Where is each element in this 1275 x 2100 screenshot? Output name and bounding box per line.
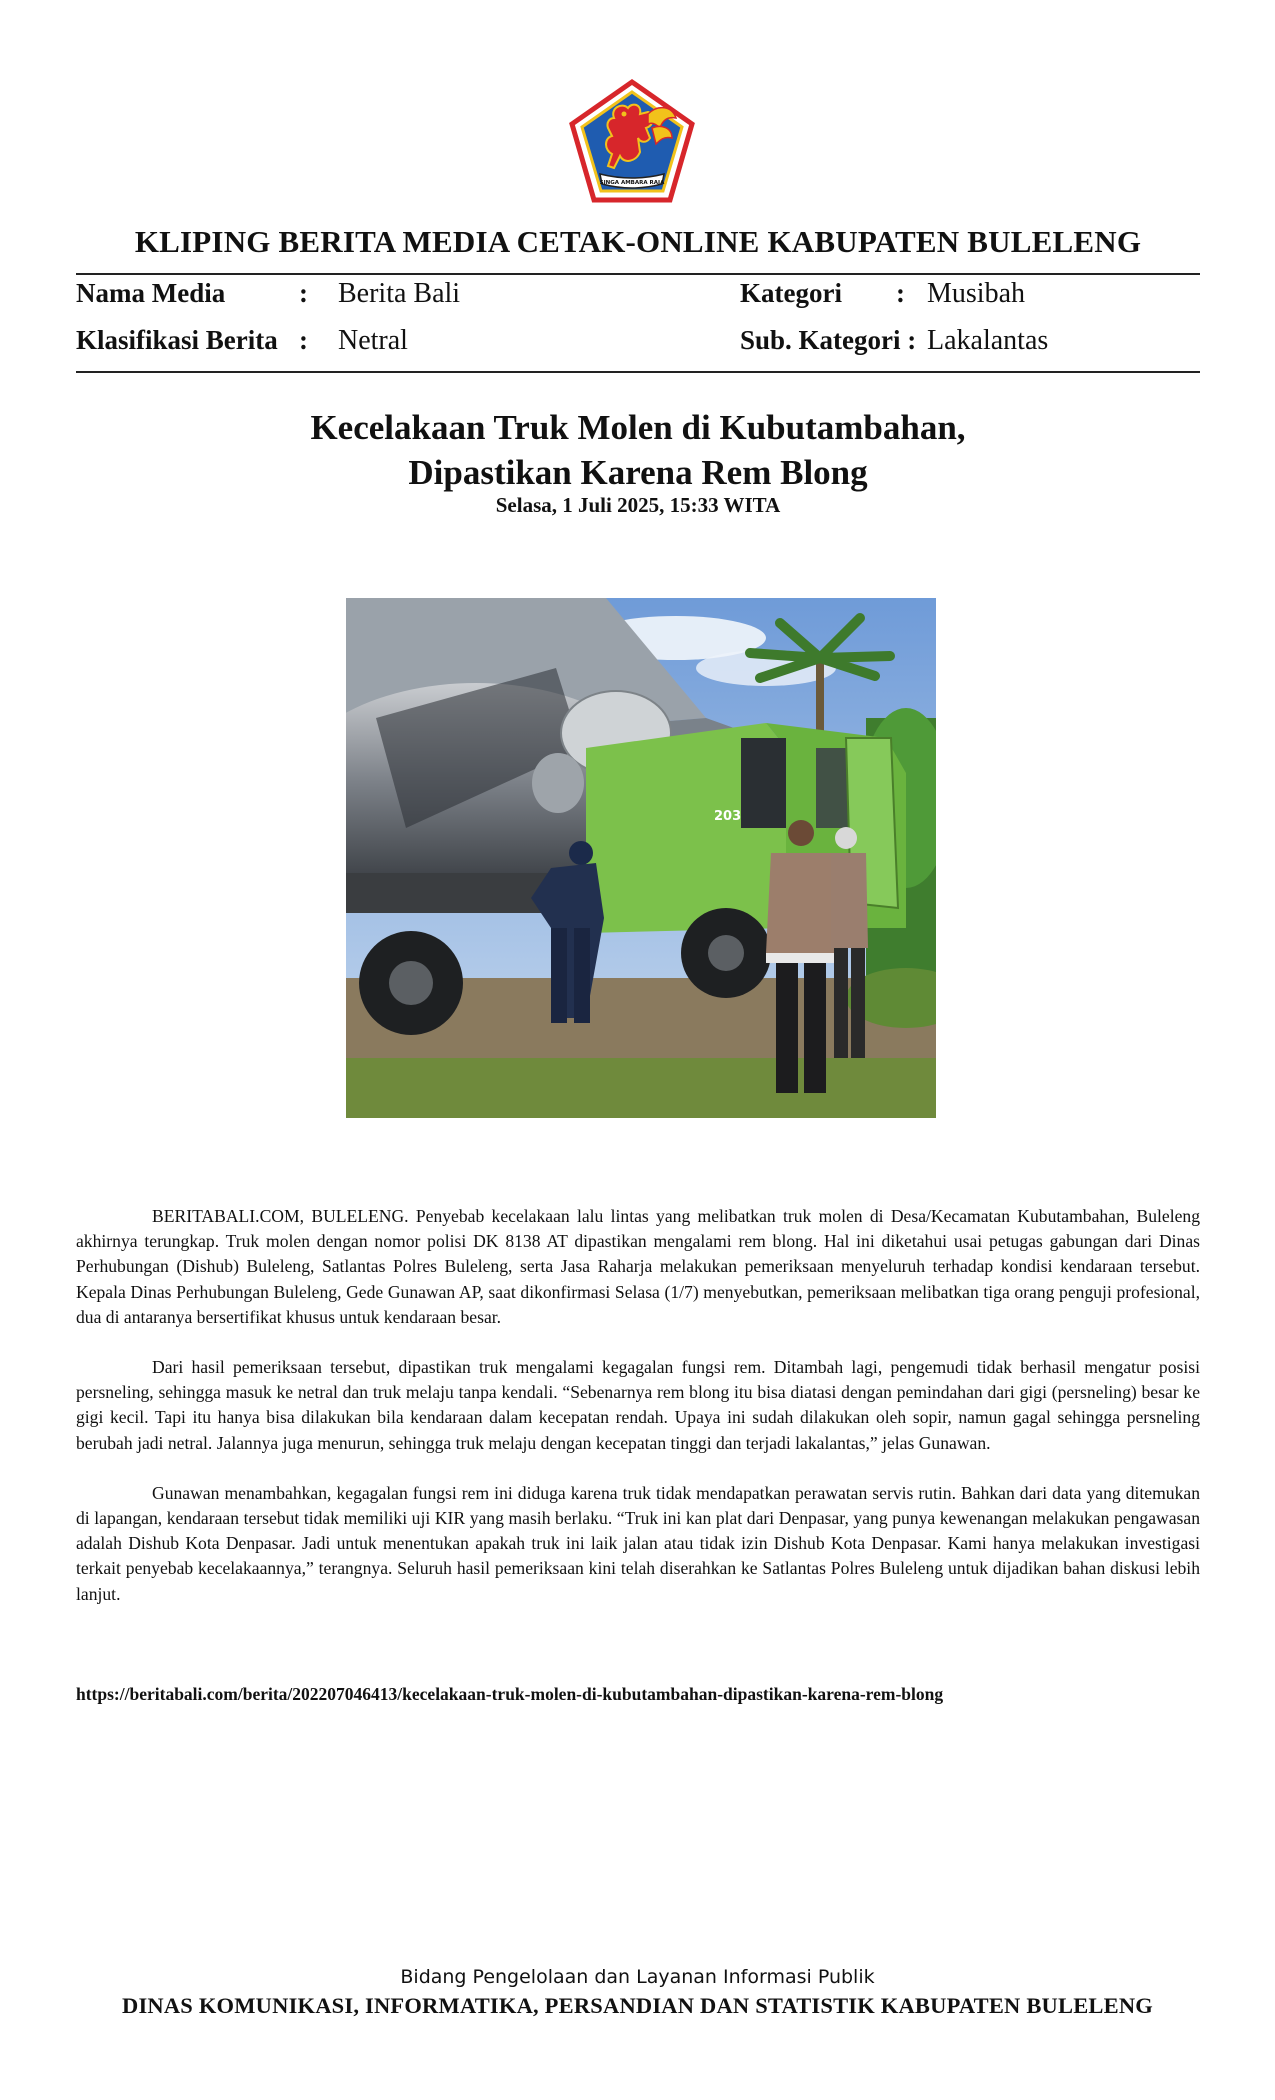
article-paragraph-3: Gunawan menambahkan, kegagalan fungsi rem ini diduga karena truk tidak mendapatkan perawatan servis rutin. Bahkan dari data yang ditemukan di lapangan, kendaraan tersebut tidak memiliki uji KIR yang masih berlaku. “Truk ini kan plat dari Denpasar, yang punya kewenangan melakukan pengawasan adalah Dishub Kota Denpasar. Jadi untuk menentukan apakah truk ini laik jalan atau tidak izin Dishub Kota Denpasar. Kami hanya melakukan investigasi terkait penyebab kecelakaannya,” terangnya. Seluruh hasil pemeriksaan kini telah diserahkan ke Satlantas Polres Buleleng untuk dijadikan bahan diskusi lebih lanjut. (76, 1482, 1200, 1604)
meta-row-1 (76, 278, 1200, 318)
footer-department: Bidang Pengelolaan dan Layanan Informasi Publik (400, 1966, 875, 1988)
header-divider-bottom (76, 371, 1200, 373)
media-name-colon: : (299, 278, 308, 308)
article-paragraph-2: Dari hasil pemeriksaan tersebut, dipastikan truk mengalami kegagalan fungsi rem. Ditambah lagi, pengemudi tidak berhasil mengatur posisi persneling, sehingga masuk ke netral dan truk melaju tanpa kendali. “Sebenarnya rem blong itu bisa diatasi dengan pemindahan dari gigi (persneling) besar ke gigi kecil. Tapi itu hanya bisa dilakukan bila kendaraan dalam kecepatan rendah. Upaya ini sudah dilakukan oleh sopir, namun gagal sehingga persneling berubah jadi netral. Jalannya juga menurun, sehingga truk melaju dengan kecepatan tinggi dan terjadi lakalantas,” jelas Gunawan. (76, 1357, 1200, 1453)
svg-text:SINGA AMBARA RAJA: SINGA AMBARA RAJA (599, 180, 665, 186)
svg-text:203: 203 (714, 809, 742, 824)
article-body (76, 1204, 1200, 1632)
clipping-header-title: KLIPING BERITA MEDIA CETAK-ONLINE KABUPATEN BULELENG (134, 224, 1142, 259)
article-headline-line-2: Dipastikan Karena Rem Blong (408, 453, 868, 492)
meta-row-2 (76, 325, 1200, 365)
news-photo (346, 598, 936, 1118)
classification-colon: : (299, 325, 308, 355)
source-url-link[interactable]: https://beritabali.com/berita/202207046413/kecelakaan-truk-molen-di-kubutambahan-dipastikan-karena-rem-blong (76, 1684, 944, 1704)
article-date: Selasa, 1 Juli 2025, 15:33 WITA (495, 493, 781, 517)
article-headline-line-1: Kecelakaan Truk Molen di Kubutambahan, (310, 408, 966, 447)
article-headline (76, 405, 1200, 495)
category-value: Musibah (927, 278, 1025, 309)
category-label: Kategori (740, 278, 842, 308)
header-divider-top (76, 273, 1200, 275)
category-colon: : (896, 278, 905, 308)
media-name-label: Nama Media (76, 278, 226, 308)
singa-ambara-raja-emblem-icon (566, 78, 698, 204)
subcategory-value: Lakalantas (927, 325, 1049, 356)
classification-label: Klasifikasi Berita (76, 325, 278, 355)
media-name-value: Berita Bali (338, 278, 461, 309)
subcategory-label: Sub. Kategori : (740, 325, 917, 355)
classification-value: Netral (338, 325, 408, 356)
article-paragraph-1: BERITABALI.COM, BULELENG. Penyebab kecelakaan lalu lintas yang melibatkan truk molen di Desa/Kecamatan Kubutambahan, Buleleng akhirnya terungkap. Truk molen dengan nomor polisi DK 8138 AT dipastikan mengalami rem blong. Hal ini diketahui usai petugas gabungan dari Dinas Perhubungan (Dishub) Buleleng, Satlantas Polres Buleleng, serta Jasa Raharja melakukan pemeriksaan menyeluruh terhadap kondisi kendaraan tersebut. Kepala Dinas Perhubungan Buleleng, Gede Gunawan AP, saat dikonfirmasi Selasa (1/7) menyebutkan, pemeriksaan melibatkan tiga orang penguji profesional, dua di antaranya bersertifikat khusus untuk kendaraan besar. (76, 1206, 1200, 1327)
footer-agency: DINAS KOMUNIKASI, INFORMATIKA, PERSANDIAN DAN STATISTIK KABUPATEN BULELENG (122, 1993, 1153, 2018)
